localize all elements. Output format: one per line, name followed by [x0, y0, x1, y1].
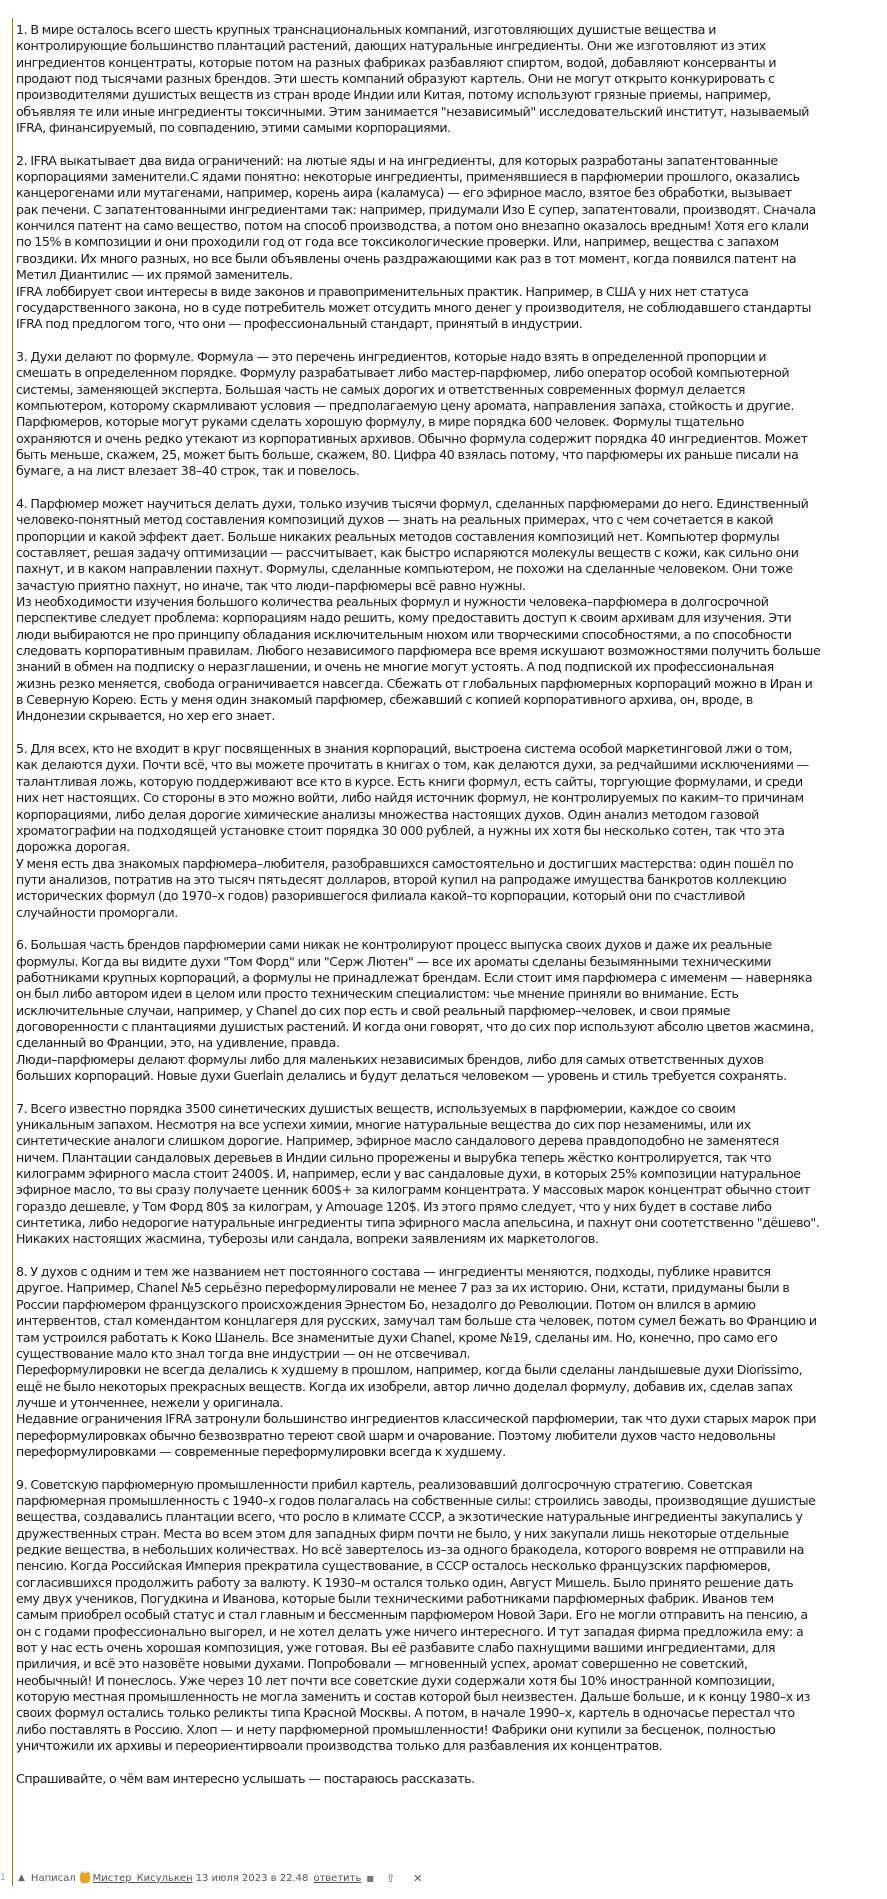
- comment-paragraph: [16, 496, 879, 725]
- text-line: государственного закона, но в суде потребитель может отсудить много денег у производителя, не соблюдавшего стандарты: [16, 299, 812, 315]
- arrow-up-icon[interactable]: ▲: [18, 1873, 25, 1883]
- text-line: 6. Большая часть брендов парфюмерии сами никак не контролируют процесс выпуска своих духов и даже их реальные: [16, 937, 772, 953]
- comment-footer: [0, 1870, 887, 1886]
- text-line: Парфюмеров, которые могут руками сделать хорошую формулу, в мире порядка 600 человек. Формулы тщательно: [16, 414, 744, 430]
- text-line: бумаге, а на лист влезает 38–40 строк, так и повелось.: [16, 463, 360, 479]
- text-line: в Северную Корею. Есть у меня один знакомый парфюмер, сбежавший с копией корпоративного архива, он, вроде, в: [16, 692, 753, 708]
- separator: ■: [366, 1873, 374, 1883]
- text-line: синтетика, либо недорогие натуральные ингредиенты типа эфирного масла апельсина, и пахнут они соотетственно "дёшево".: [16, 1215, 820, 1231]
- comment-paragraph: [16, 153, 879, 333]
- text-line: 8. У духов с одним и тем же названием нет постоянного состава — ингредиенты меняются, подходы, публике нравится: [16, 1264, 771, 1280]
- text-line: эфирное масло, то вы сразу получаете ценник 600$+ за килограмм концентрата. У массовых марок концентрат обычно стоит: [16, 1182, 811, 1198]
- text-line: жизнь резко меняется, свобода ограничивается навсегда. Сбежать от глобальных парфюмерных корпораций можно в Иран и: [16, 675, 813, 691]
- comment-date: 13 июля 2023 в 22.48: [195, 1872, 309, 1884]
- text-line: необычный! И понеслось. Уже через 10 лет почти все советские духи содержали хотя бы 10% иностранной композиции,: [16, 1672, 775, 1688]
- text-line: исторических формул (до 1970–х годов) разорившегося филиала какой–то корпорации, который они по счастливой: [16, 888, 746, 904]
- text-line: объявляя те или иные ингредиенты токсичными. Этим занимается "независимый" исследовательский институт, называемый: [16, 103, 810, 119]
- text-line: которую местная промышленность не могла заменить и состав которой был неизвестен. Дальше больше, и к концу 1980–х из: [16, 1689, 810, 1705]
- text-line: перспективе следует проблема: корпорациям надо решить, кому предоставить доступ к своим архивам для изучения. Эти: [16, 610, 792, 626]
- text-line: контролирующие большинство плантаций растений, дающих натуральные ингредиенты. Они же изготовляют из этих: [16, 38, 766, 54]
- text-line: 2. IFRA выкатывает два вида ограничений: на лютые яды и на ингредиенты, для которых разработаны запатентованные: [16, 152, 778, 168]
- text-line: случайности проморгали.: [16, 904, 178, 920]
- text-line: пахнут, и в каком направлении пахнут. Формулы, сделанные компьютером, не похожи на сделанные человеком. Они тоже: [16, 561, 793, 577]
- text-line: Недавние ограничения IFRA затронули большинство ингредиентов классической парфюмерии, так что духи старых марок при: [16, 1411, 817, 1427]
- comment: [12, 18, 879, 1874]
- text-line: договоренности с плантациями душистых растений. И когда они говорят, что до сих пор используют абсолю цветов жасмина,: [16, 1018, 814, 1034]
- text-line: знаний в обмен на подписку о неразглашении, и очень не многие могут устоять. А под подпиской их профессиональная: [16, 659, 774, 675]
- text-line: интервентов, стал комендантом концлагеря для русских, замучал там больше ста человек, потом сумел бежать во Францию и: [16, 1313, 817, 1329]
- text-line: канцерогенами или мутагенами, например, корень аира (каламуса) — его эфирное масло, взятое без обработки, вызывает: [16, 185, 792, 201]
- text-line: там устроился работать к Коко Шанель. Все знаменитые духи Chanel, кроме №19, сделаны им. Но, конечно, про само его: [16, 1329, 778, 1345]
- text-line: пропорции и какой эффект дает. Больше никаких реальных методов составления композиций нет. Компьютер формулы: [16, 528, 780, 544]
- comment-paragraph: [16, 349, 879, 480]
- text-line: люди выбираются не про принципу обладания исключительным нюхом или творческими способностями, а по способности: [16, 626, 792, 642]
- text-line: смешать в определенном порядке. Формулу разрабатывает либо мастер-парфюмер, либо оператор особой компьютерной: [16, 365, 790, 381]
- wrote-label: Написал: [30, 1872, 76, 1884]
- text-line: кончился патент на само вещество, потом на способ производства, а потом оно внезапно оказалось вредным! Хотя его клали: [16, 218, 809, 234]
- text-line: лучше и утонченнее, нежели у оригинала.: [16, 1394, 284, 1410]
- reply-link[interactable]: ответить: [313, 1872, 362, 1884]
- text-line: килограмм эфирного масла стоит 2400$. И, например, если у вас сандаловые духи, в которых 25% композиции натуральное: [16, 1166, 801, 1182]
- text-line: производителями душистых веществ из стран вроде Индии или Китая, потому используют грязные приемы, например,: [16, 87, 771, 103]
- text-line: своих формул остались только реликты типа Красной Москвы. А потом, в начале 1990–х, картель в одночасье перестал что: [16, 1705, 795, 1721]
- comment-paragraph: [16, 1101, 879, 1248]
- text-line: IFRA, финансируемый, по совпадению, этими самыми корпорациями.: [16, 120, 451, 136]
- text-line: Никаких настоящих жасмина, туберозы или сандала, вопреки заявлениям их маркетологов.: [16, 1231, 599, 1247]
- text-line: составляет, решая задачу оптимизации — рассчитывает, как быстро испаряются молекулы веществ с кожи, как сильно они: [16, 545, 799, 560]
- text-line: приличия, и всё это назовёте новыми духами. Попробовали — мгновенный успех, аромат совершенно не советский,: [16, 1656, 748, 1672]
- text-line: по 15% в композиции и они проходили год от года все токсикологические проверки. Или, например, вещества с запахом: [16, 234, 779, 250]
- text-line: Метил Диантилис — их прямой заменитель.: [16, 267, 293, 283]
- text-line: хроматографии на подходящей установке стоит порядка 30 000 рублей, а нужны их хотя бы несколько сотен, так что эта: [16, 822, 785, 838]
- text-line: другое. Например, Chanel №5 серьёзно переформулировали не менее 7 раз за их историю. Они, кстати, придуманы были в: [16, 1280, 790, 1296]
- text-line: рак печени. С запатентованными ингредиентами так: например, придумали Изо Е супер, запатентовали, производят. Сначала: [16, 201, 816, 217]
- text-line: пути анализов, потратив на это тысяч пятьдесят долларов, второй купил на рапродаже имущества банкротов коллекцию: [16, 871, 787, 887]
- text-line: самым приобрел особый статус и стал главным и бессменным парфюмером Новой Зари. Его не могли отправить на пенсию, а: [16, 1607, 808, 1623]
- comment-paragraph: [16, 741, 879, 921]
- text-line: синтетические аналоги слишком дорогие. Например, эфирное масло сандалового дерева правдоподобно не заменятеся: [16, 1133, 779, 1149]
- text-line: 5. Для всех, кто не входит в круг посвященных в знания корпораций, выстроена система особой маркетинговой лжи о том,: [16, 741, 793, 757]
- text-line: как делаются духи. Почти всё, что вы можете прочитать в книгах о том, как делаются духи, за редчайшими исключениями —: [16, 757, 809, 773]
- text-line: больших корпораций. Новые духи Guerlain делались и будут делаться человеком — уровень и стиль требуется сохранять.: [16, 1068, 787, 1083]
- text-line: 3. Духи делают по формуле. Формула — это перечень ингредиентов, которые надо взять в определенной пропорции и: [16, 348, 767, 364]
- text-line: ничем. Плантации сандаловых деревьев в Индии сильно прорежены и вырубка теперь жёстко контролируется, так что: [16, 1149, 772, 1165]
- text-line: уничтожили их архивы и переориентирвоали производства только для разбавления их концентратов.: [16, 1738, 663, 1754]
- comment-paragraph: [16, 22, 879, 136]
- thread-line: [12, 1870, 13, 1886]
- comment-paragraph: [16, 937, 879, 1084]
- text-line: либо поставлять в Россию. Хлоп — и нету парфюмерной промышленности! Фабрики они купили за бесценок, полностью: [16, 1721, 776, 1737]
- text-line: системы, заменяющей эксперта. Большая часть не самых дорогих и ответственных современных формул делается: [16, 381, 746, 397]
- text-line: переформулировках обычно безвозвратно тереют свой шарм и очарование. Поэтому любители духов часто недовольны: [16, 1427, 776, 1443]
- closing-line: Спрашивайте, о чём вам интересно услышать — постараюсь рассказать.: [16, 1770, 475, 1786]
- text-line: сделанный во Франции, это, на удивление, правда.: [16, 1035, 340, 1051]
- text-line: Люди–парфюмеры делают формулы либо для маленьких независимых брендов, либо для самых ответственных духов: [16, 1051, 764, 1067]
- text-line: гвоздики. Их много разных, но все были объявлены очень раздражающими как раз в тот момент, когда появился патент на: [16, 250, 797, 266]
- text-line: зачастую приятно пахнут, но иначе, так что люди–парфюмеры всё равно нужны.: [16, 577, 526, 593]
- text-line: У меня есть два знакомых парфюмера–любителя, разобравшихся самостоятельно и достигших мастерства: один пошёл по: [16, 855, 794, 871]
- text-line: редкие вещества, в небольших количествах. Но всё завертелось из–за одного бракодела, которого вовремя не отправили на: [16, 1541, 804, 1557]
- text-line: существование мало кто знал тогда вне индустрии — он не отсвечивал.: [16, 1345, 471, 1361]
- text-line: IFRA лоббирует свои интересы в виде законов и правоприменительных практик. Например, в США у них нет статуса: [16, 283, 749, 299]
- text-line: талантливая ложь, которую поддерживают все кто в курсе. Есть книги формул, есть сайты, торгующие формулами, и среди: [16, 773, 803, 789]
- text-line: человеко-понятный метод составления композиций духов — знать на реальных примерах, что с чем сочетается в какой: [16, 512, 774, 528]
- text-line: корпорациями, либо делая дорогие химические анализы множества настоящих духов. Один анализ методом газовой: [16, 806, 759, 822]
- text-line: корпорациями заменители.С ядами понятно: некоторые ингредиенты, применявшиеся в парфюмерии прошлого, оказались: [16, 169, 800, 185]
- text-line: 9. Советскую парфюмерную промышленности прибил картель, реализовавший долгосрочную стратегию. Советская: [16, 1476, 753, 1492]
- author-link[interactable]: Мистер_Кисулькен: [92, 1872, 193, 1884]
- close-icon[interactable]: ✕: [413, 1871, 423, 1885]
- text-line: ему двух учеников, Погудкина и Иванова, которые были техническими работниками парфюмерных фабрик. Иванов тем: [16, 1591, 774, 1606]
- cat-face-icon: [80, 1873, 90, 1883]
- text-line: парфюмерная промышленность с 1940–х годов полагалась на собственные силы: строились заводы, производящие душистые: [16, 1492, 816, 1508]
- text-line: компьютером, которому скармливают условия — предполагаемую цену аромата, направления запаха, стойкость и другие.: [16, 397, 794, 413]
- text-line: России парфюмером французского происхождения Эрнестом Бо, незадолго до Революции. Потом он влился в армию: [16, 1296, 756, 1312]
- text-line: формулы. Когда вы видите духи "Том Форд" или "Серж Лютен" — все их ароматы сделаны безымянными техническими: [16, 953, 772, 969]
- text-line: Индонезии скрывается, но хер его знает.: [16, 708, 275, 724]
- comment-paragraph: [16, 1264, 879, 1460]
- text-line: 4. Парфюмер может научиться делать духи, только изучив тысячи формул, сделанных парфюмерами до него. Единственный: [16, 495, 809, 511]
- text-line: охраняются и очень редко утекают из корпоративных архивов. Обычно формула содержит порядка 40 ингредиентов. Может: [16, 430, 808, 446]
- text-line: уникальным запахом. Несмотря на все успехи химии, многие натуральные вещества до сих пор незаменимы, или их: [16, 1117, 751, 1133]
- text-line: дорожка дорогая.: [16, 839, 130, 855]
- text-line: Переформулировки не всегда делались к худшему в прошлом, например, когда были сделаны ландышевые духи Diorissimo,: [16, 1362, 803, 1378]
- text-line: вещества, создавались плантации всего, что росло в климате СССР, а экзотические натуральные ингредиенты закупались у: [16, 1509, 803, 1525]
- text-line: исключительные случаи, например, у Chanel до сих пор есть и свой реальный парфюмер–человек, и свои прямые: [16, 1002, 731, 1018]
- text-line: ещё не было некоторых прекрасных веществ. Когда их изобрели, автор лично доделал формулу, добавив их, сделав запах: [16, 1378, 793, 1394]
- comment-paragraph: [16, 1477, 879, 1755]
- text-line: 1. В мире осталось всего шесть крупных транснациональных компаний, изготовляющих душистые вещества и: [16, 22, 717, 37]
- comment-depth: 1: [0, 1873, 6, 1883]
- text-line: гораздо дешевле, у Том Форд 80$ за килограм, у Amouage 120$. Из этого прямо следует, что у них будет в составе либо: [16, 1198, 772, 1214]
- text-line: работниками крупных корпораций, а формулы не принадлежат брендам. Если стоит имя парфюмера с имеменм — наверняка: [16, 969, 813, 985]
- text-line: дружественных стран. Места во всем этом для западных фирм почти не было, у них закупали лишь некоторые отдельные: [16, 1525, 789, 1541]
- text-line: вот у нас есть очень хорошая композиция, уже готовая. Вы её разбавите слабо пахнущими вашими ингредиентами, для: [16, 1640, 775, 1656]
- text-line: следовать корпоративным правилам. Любого независимого парфюмера все время искушают возможностями получить больше: [16, 643, 821, 659]
- text-line: он был либо автором идеи в целом или просто техническим специалистом: чье мнение приняли во внимание. Есть: [16, 986, 739, 1002]
- comment-body: [13, 18, 879, 1787]
- share-icon[interactable]: ⇧: [385, 1871, 396, 1885]
- text-line: ингредиентов концентраты, которые потом на разных фабриках разбавляют спиртом, водой, добавляют консерванты и: [16, 54, 777, 70]
- text-line: пенсию. Когда Российская Империя прекратила существование, в СССР осталось несколько французских парфюмеров,: [16, 1558, 771, 1574]
- text-line: IFRA под предлогом того, что они — профессиональный стандарт, принятый в индустрии.: [16, 316, 583, 332]
- text-line: переформулировками — современные переформулировки всегда к худшему.: [16, 1443, 506, 1459]
- text-line: быть меньше, скажем, 25, может быть больше, скажем, 80. Цифра 40 взялась потому, что парфюмеры их раньше писали на: [16, 446, 799, 462]
- text-line: он с годами профессионально выгорел, и не хотел делать уже ничего интересного. И тут западая фирма предложила ему: а: [16, 1623, 804, 1639]
- text-line: согласившихся продолжить работу за валюту. К 1930–м остался только один, Август Мишель. Было принято решение дать: [16, 1574, 794, 1590]
- text-line: Из необходимости изучения большого количества реальных формул и нужности человека–парфюмера в долгосрочной: [16, 594, 769, 610]
- text-line: 7. Всего известно порядка 3500 синетических душистых веществ, используемых в парфюмерии, каждое со своим: [16, 1100, 736, 1116]
- text-line: них нет настоящих. Со стороны в это можно войти, либо найдя источник формул, не контролируемых по каким–то причинам: [16, 790, 804, 806]
- text-line: продают под тысячами разных брендов. Эти шесть компаний образуют картель. Они не могут открыто конкурировать с: [16, 71, 775, 87]
